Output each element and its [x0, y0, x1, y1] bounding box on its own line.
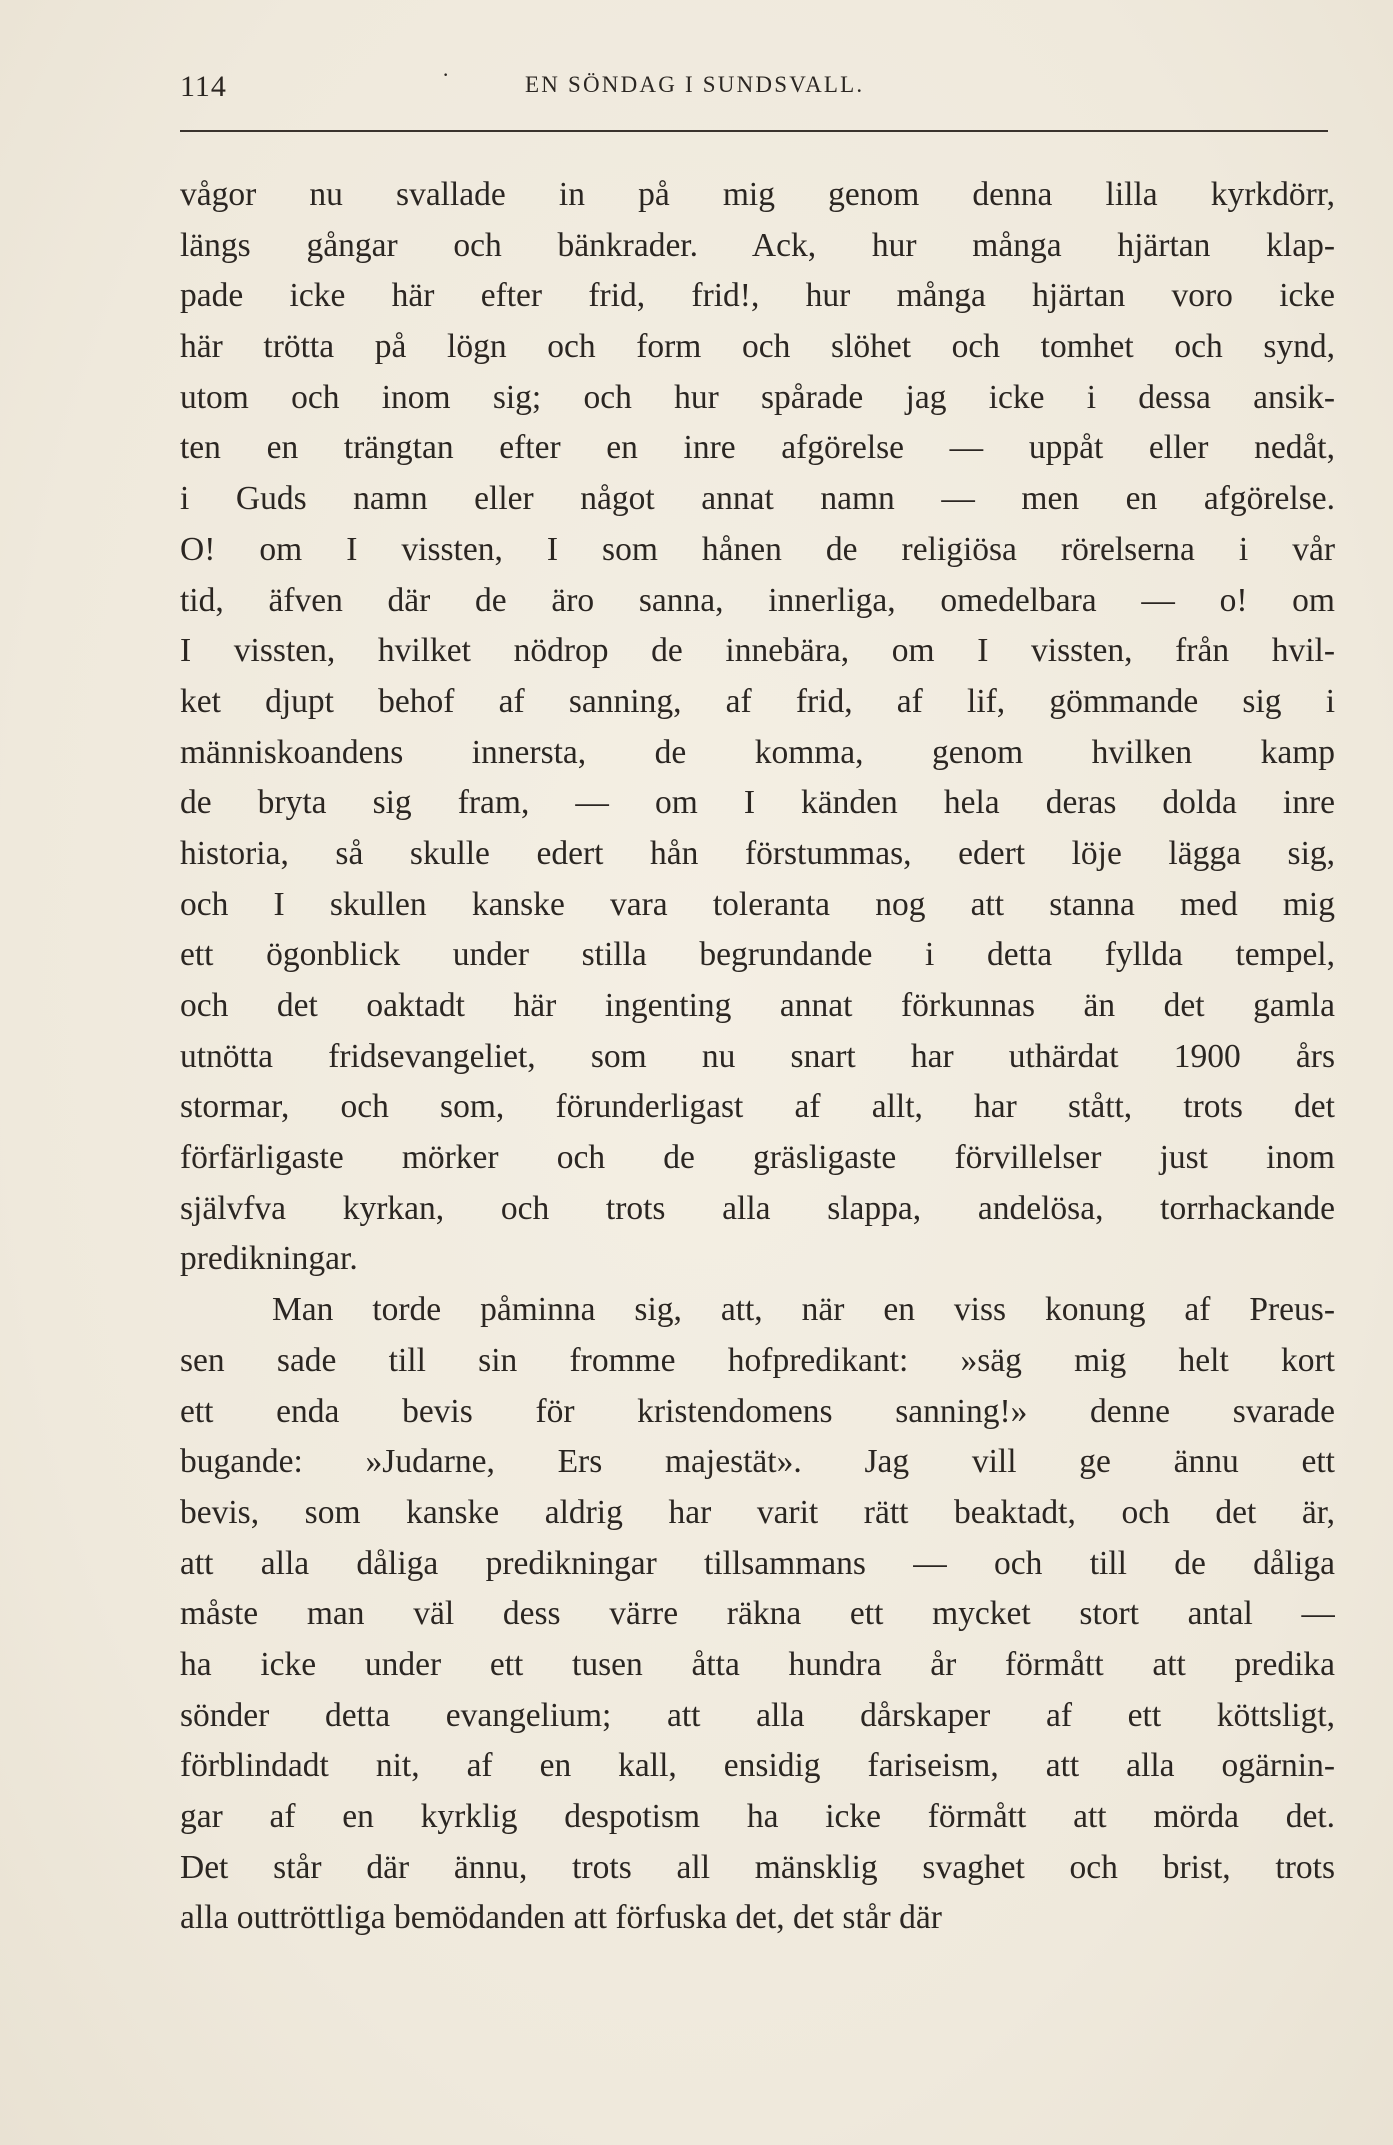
text-line: historia, så skulle edert hån förstummas, edert löje lägga sig,: [180, 834, 1335, 872]
page-number: 114: [180, 70, 227, 103]
text-line: ket djupt behof af sanning, af frid, af lif, gömmande sig i: [180, 682, 1335, 720]
text-line: predikningar.: [180, 1240, 358, 1278]
text-line: pade icke här efter frid, frid!, hur många hjärtan voro icke: [180, 277, 1335, 315]
text-line: I vissten, hvilket nödrop de innebära, om I vissten, från hvil-: [180, 632, 1335, 670]
text-line: självfva kyrkan, och trots alla slappa, andelösa, torrhackande: [180, 1189, 1335, 1227]
head-dot: ·: [442, 62, 450, 87]
text-line: ten en trängtan efter en inre afgörelse — uppåt eller nedåt,: [180, 429, 1335, 467]
running-title: EN SÖNDAG I SUNDSVALL.: [525, 72, 865, 97]
text-line: utom och inom sig; och hur spårade jag icke i dessa ansik-: [180, 378, 1335, 416]
text-line: människoandens innersta, de komma, genom hvilken kamp: [180, 733, 1335, 771]
text-line: ha icke under ett tusen åtta hundra år förmått att predika: [180, 1645, 1335, 1683]
text-line: bugande: »Judarne, Ers majestät». Jag vill ge ännu ett: [180, 1443, 1335, 1481]
text-line: och I skullen kanske vara toleranta nog att stanna med mig: [180, 885, 1335, 923]
text-line: längs gångar och bänkrader. Ack, hur många hjärtan klap-: [180, 226, 1335, 264]
text-line: här trötta på lögn och form och slöhet och tomhet och synd,: [180, 328, 1335, 366]
text-line: O! om I vissten, I som hånen de religiösa rörelserna i vår: [180, 530, 1335, 568]
text-line: Man torde påminna sig, att, när en viss konung af Preus-: [272, 1291, 1335, 1329]
text-line: stormar, och som, förunderligast af allt, har stått, trots det: [180, 1088, 1335, 1126]
text-line: och det oaktadt här ingenting annat förkunnas än det gamla: [180, 987, 1335, 1024]
text-line: förblindadt nit, af en kall, ensidig fariseism, att alla ogärnin-: [180, 1747, 1335, 1785]
running-head: [180, 62, 1335, 112]
text-line: vågor nu svallade in på mig genom denna lilla kyrkdörr,: [180, 176, 1335, 213]
text-line: att alla dåliga predikningar tillsammans — och till de dåliga: [180, 1544, 1335, 1582]
text-line: i Guds namn eller något annat namn — men en afgörelse.: [180, 480, 1335, 518]
text-line: sen sade till sin fromme hofpredikant: »säg mig helt kort: [180, 1341, 1335, 1379]
text-line: bevis, som kanske aldrig har varit rätt beaktadt, och det är,: [180, 1493, 1335, 1531]
header-rule: [180, 130, 1328, 132]
text-line: utnötta fridsevangeliet, som nu snart har uthärdat 1900 års: [180, 1037, 1335, 1075]
text-line: de bryta sig fram, — om I känden hela deras dolda inre: [180, 784, 1335, 822]
text-line: måste man väl dess värre räkna ett mycket stort antal —: [180, 1595, 1335, 1633]
text-line: ett ögonblick under stilla begrundande i detta fyllda tempel,: [180, 936, 1335, 974]
text-line: ett enda bevis för kristendomens sanning!» denne svarade: [180, 1392, 1335, 1430]
text-line: sönder detta evangelium; att alla dårskaper af ett köttsligt,: [180, 1696, 1335, 1734]
body-text: [180, 170, 1335, 1944]
text-line: gar af en kyrklig despotism ha icke förmått att mörda det.: [180, 1798, 1335, 1835]
text-line: Det står där ännu, trots all mänsklig svaghet och brist, trots: [180, 1848, 1335, 1886]
text-line: tid, äfven där de äro sanna, innerliga, omedelbara — o! om: [180, 581, 1335, 619]
text-line: alla outtröttliga bemödanden att förfuska det, det står där: [180, 1899, 942, 1937]
text-line: förfärligaste mörker och de gräsligaste förvillelser just inom: [180, 1139, 1335, 1177]
